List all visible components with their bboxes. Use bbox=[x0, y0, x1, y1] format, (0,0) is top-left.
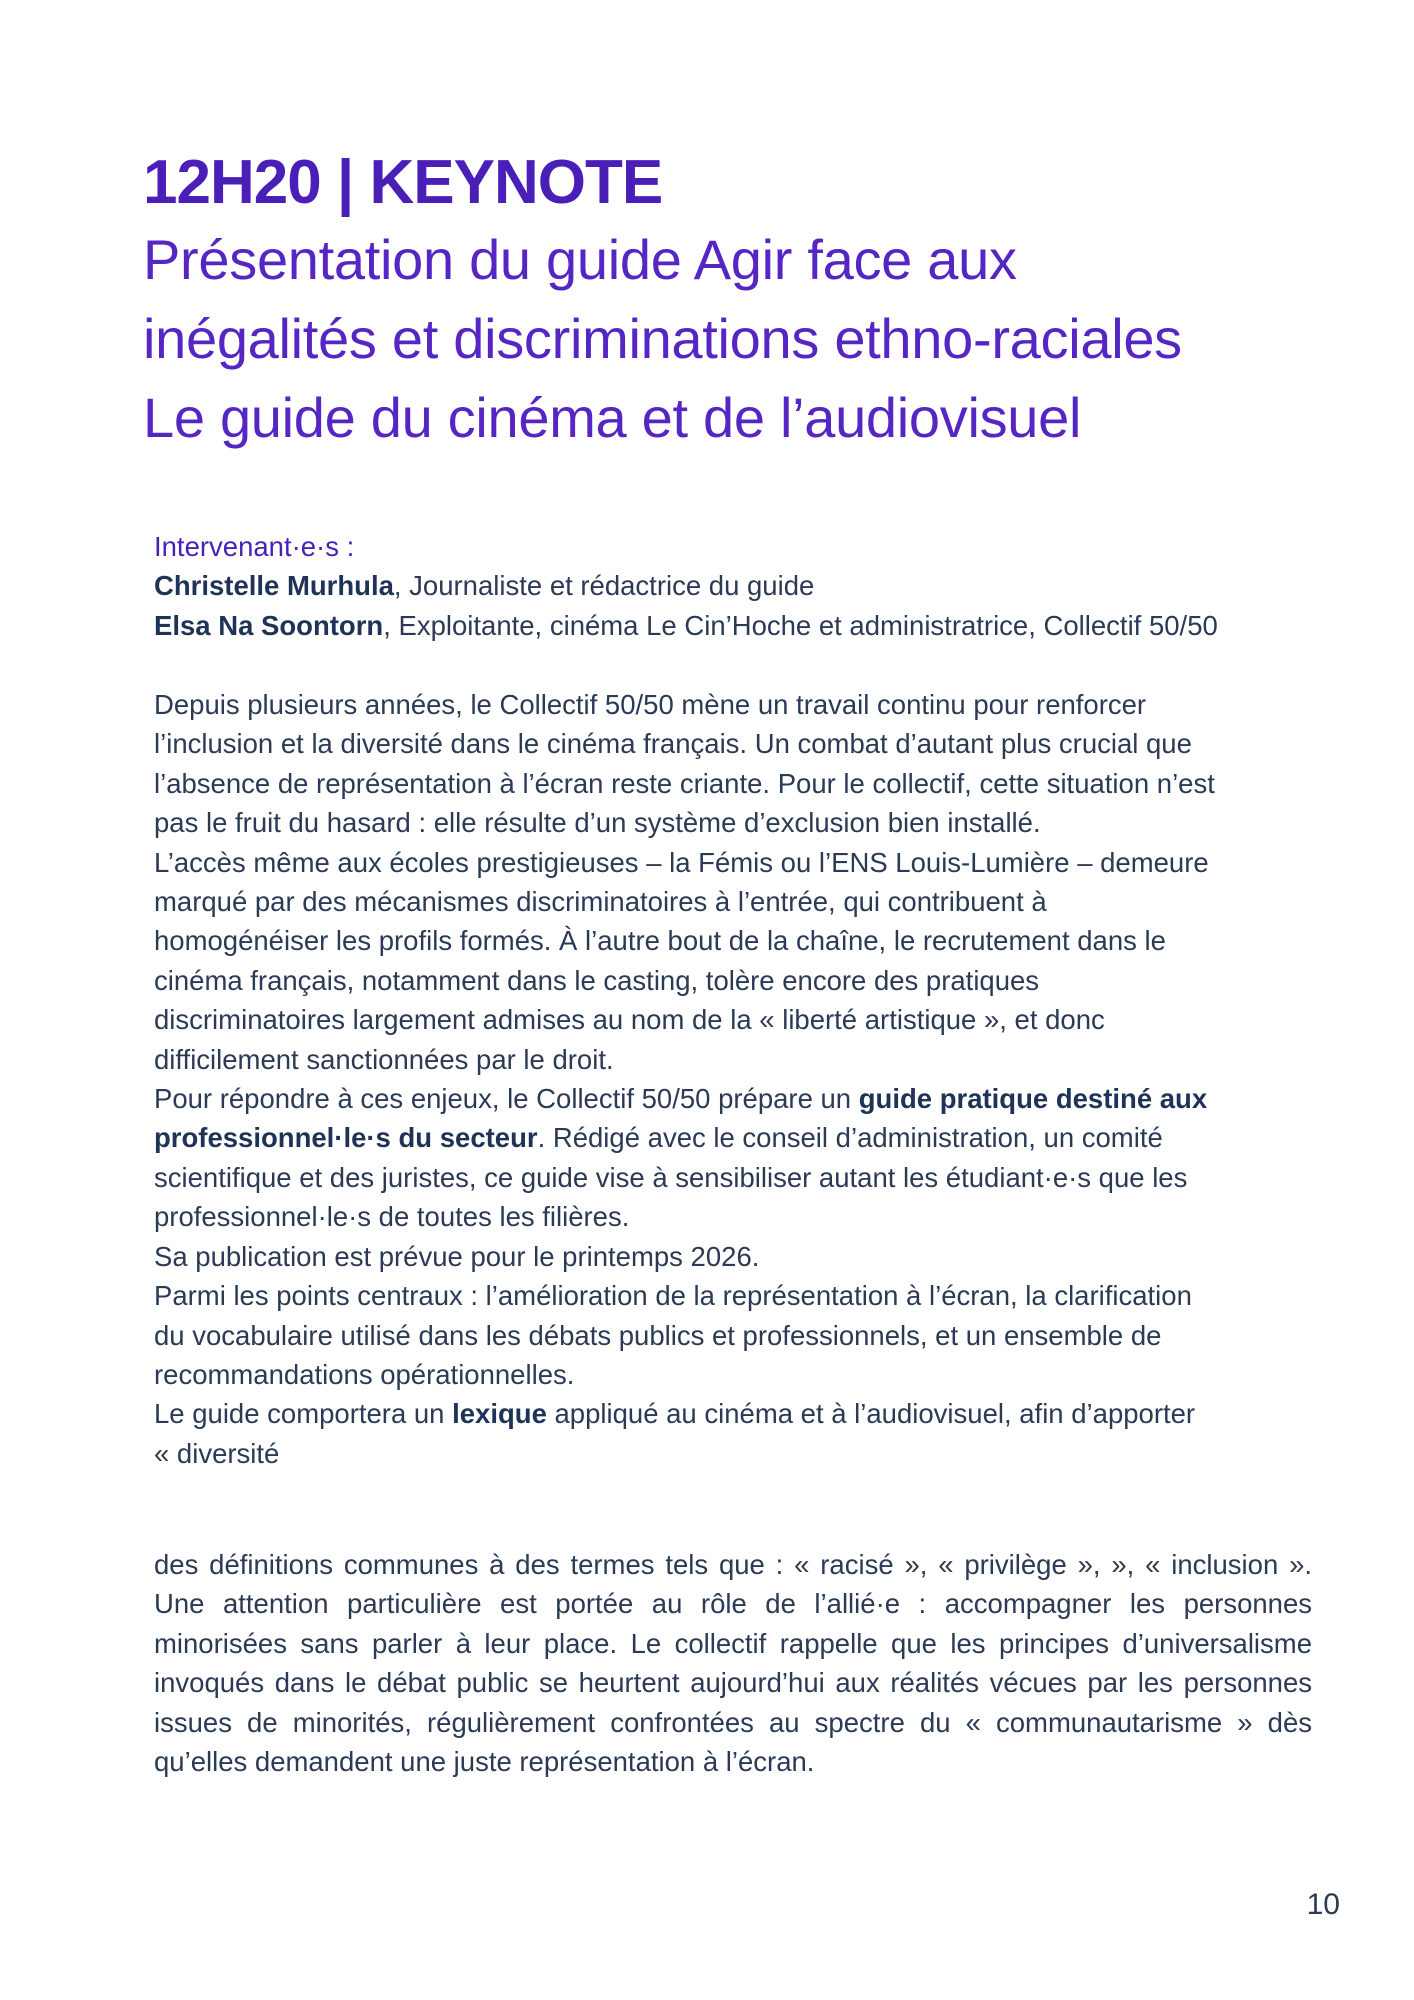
body-line: Depuis plusieurs années, le Collectif 50/50 mène un travail continu pour renforcer bbox=[154, 689, 1147, 720]
title-line: inégalités et discriminations ethno-raciales bbox=[143, 307, 1182, 370]
body-line: Parmi les points centraux : l’amélioration de la représentation à l’écran, la clarification bbox=[154, 1280, 1192, 1312]
speaker-entry bbox=[154, 606, 1314, 645]
body-line: du vocabulaire utilisé dans les débats publics et professionnels, et un ensemble de bbox=[154, 1319, 1162, 1351]
body-line: l’absence de représentation à l’écran reste criante. Pour le collectif, cette situation n’est bbox=[154, 767, 1215, 799]
body-line: pas le fruit du hasard : elle résulte d’un système d’exclusion bien installé. bbox=[154, 807, 1041, 839]
speaker-role: , Journaliste et rédactrice du guide bbox=[393, 570, 815, 602]
speaker-entry bbox=[154, 566, 1314, 605]
title-line: Présentation du guide Agir face aux bbox=[143, 228, 1017, 291]
body-line: scientifique et des juristes, ce guide vise à sensibiliser autant les étudiant·e·s que les bbox=[154, 1161, 1188, 1193]
speaker-name: Christelle Murhula bbox=[154, 570, 394, 602]
title-line: Le guide du cinéma et de l’audiovisuel bbox=[143, 386, 1082, 449]
body-line: L’accès même aux écoles prestigieuses – la Fémis ou l’ENS Louis-Lumière – demeure bbox=[154, 846, 1209, 878]
body-line bbox=[154, 1118, 1314, 1157]
description-section bbox=[154, 685, 1314, 1473]
body-line: l’inclusion et la diversité dans le cinéma français. Un combat d’autant plus crucial que bbox=[154, 728, 1192, 760]
body-line: cinéma français, notamment dans le casting, tolère encore des pratiques bbox=[154, 964, 1040, 996]
body-line bbox=[154, 1079, 1314, 1118]
body-line: discriminatoires largement admises au nom de la « liberté artistique », et donc bbox=[154, 1004, 1105, 1036]
body-line: homogénéiser les profils formés. À l’autre bout de la chaîne, le recrutement dans le bbox=[154, 925, 1166, 957]
body-line: recommandations opérationnelles. bbox=[154, 1358, 575, 1390]
speakers-label: Intervenant·e·s : bbox=[154, 531, 355, 562]
guide-emphasis: professionnel·le·s du secteur bbox=[154, 1122, 538, 1154]
guide-emphasis: guide pratique destiné aux bbox=[858, 1083, 1208, 1115]
session-time-kicker: 12H20 | KEYNOTE bbox=[143, 148, 663, 217]
definitions-paragraph: des définitions communes à des termes tels que : « racisé », « privilège », », « inclusion ». Une attention particulière est portée au rôle de l’allié·e : accompagner les personnes minorisées sans parler à leur place. Le collectif rappelle que les principes d’universalisme invoqués dans le débat public se heurtent aujourd’hui aux réalités vécues par les personnes issues de minorités, régulièrement confrontées au spectre du « communautarisme » dès qu’elles demandent une juste représentation à l’écran. bbox=[154, 1549, 1312, 1778]
speaker-role: , Exploitante, cinéma Le Cin’Hoche et administratrice, Collectif 50/50 bbox=[383, 609, 1218, 641]
body-line bbox=[154, 1394, 1314, 1433]
guide-intro-text: Pour répondre à ces enjeux, le Collectif 50/50 prépare un bbox=[154, 1083, 859, 1115]
speakers-block bbox=[154, 527, 1314, 645]
body-line: Sa publication est prévue pour le printemps 2026. bbox=[154, 1240, 760, 1272]
lexique-emphasis: lexique bbox=[452, 1398, 547, 1430]
lexique-description-text: appliqué au cinéma et à l’audiovisuel, afin d’apporter bbox=[546, 1398, 1196, 1430]
body-line: difficilement sanctionnées par le droit. bbox=[154, 1043, 614, 1075]
guide-description-text: . Rédigé avec le conseil d’administration, un comité bbox=[537, 1122, 1163, 1154]
session-title bbox=[143, 220, 1303, 457]
body-line: professionnel·le·s de toutes les filières. bbox=[154, 1201, 630, 1233]
speaker-name: Elsa Na Soontorn bbox=[154, 609, 384, 641]
lexique-intro-text: Le guide comportera un bbox=[154, 1398, 453, 1430]
body-line: marqué par des mécanismes discriminatoires à l’entrée, qui contribuent à bbox=[154, 886, 1047, 918]
body-line: « diversité bbox=[154, 1437, 280, 1469]
page-number: 10 bbox=[1306, 1888, 1340, 1921]
session-header bbox=[143, 148, 1303, 457]
